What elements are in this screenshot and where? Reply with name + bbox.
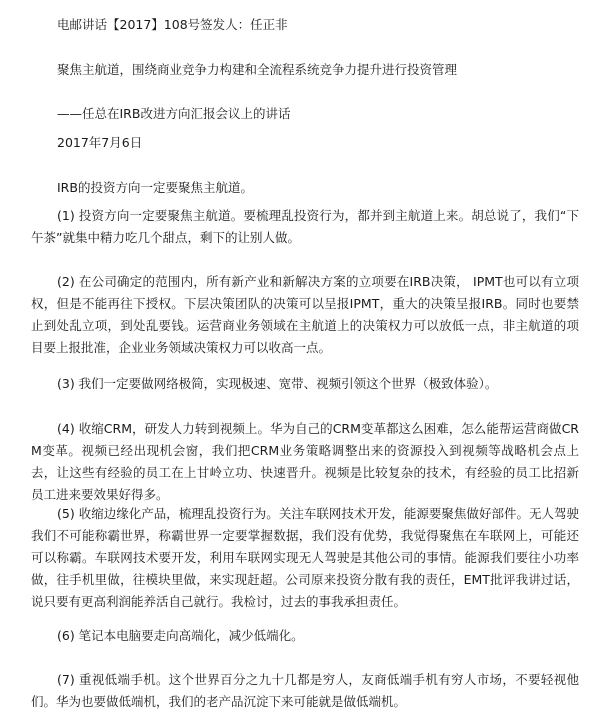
paragraph-7: (7) 重视低端手机。这个世界百分之九十几都是穷人，友商低端手机有穷人市场，不要轻视他们。华为也要做低端机，我们的老产品沉淀下来可能就是做低端机。 [31,672,579,709]
paragraph-1: (1) 投资方向一定要聚焦主航道。要梳理乱投资行为，都并到主航道上来。胡总说了，我们“下午茶”就集中精力吃几个甜点，剩下的让别人做。 [31,208,579,245]
document-date: 2017年7月6日 [57,135,143,150]
paragraph-4: (4) 收缩CRM，研发人力转到视频上。华为自己的CRM变革都这么困难，怎么能帮运营商做CRM变革。视频已经出现机会窗，我们把CRM业务策略调整出来的资源投入到视频等战略机会点上去，让这些有经验的员工在上甘岭立功、快速晋升。视频是比较复杂的技术，有经验的员工比招新员工进来要效果好得多。 [31,421,579,502]
paragraph-6: (6) 笔记本电脑要走向高端化，减少低端化。 [57,628,304,643]
document-lead: IRB的投资方向一定要聚焦主航道。 [57,180,253,195]
paragraph-3: (3) 我们一定要做网络极简，实现极速、宽带、视频引领这个世界（极致体验）。 [57,376,498,391]
document-title: 聚焦主航道，围绕商业竞争力构建和全流程系统竞争力提升进行投资管理 [57,62,458,77]
paragraph-5: (5) 收缩边缘化产品，梳理乱投资行为。关注车联网技术开发，能源要聚焦做好部件。无人驾驶我们不可能称霸世界，称霸世界一定要掌握数据，我们没有优势，我觉得聚焦在车联网上，可能还可以称霸。车联网技术要开发，利用车联网实现无人驾驶是其他公司的事情。能源我们要往小功率做，往手机里做，往模块里做，来实现赶超。公司原来投资分散有我的责任，EMT批评我讲过话，说只要有更高利润能养活自己就行。我检讨，过去的事我承担责任。 [31,506,579,609]
document-header: 电邮讲话【2017】108号签发人：任正非 [57,17,288,32]
paragraph-2: (2) 在公司确定的范围内，所有新产业和新解决方案的立项要在IRB决策， IPMT也可以有立项权，但是不能再往下授权。下层决策团队的决策可以呈报IPMT，重大的决策呈报IRB。同时也要禁止到处乱立项，到处乱要钱。运营商业务领域在主航道上的决策权力可以放低一点，非主航道的项目要上报批准，企业业务领域决策权力可以收高一点。 [31,274,579,355]
document-subtitle: ——任总在IRB改进方向汇报会议上的讲话 [57,106,291,121]
